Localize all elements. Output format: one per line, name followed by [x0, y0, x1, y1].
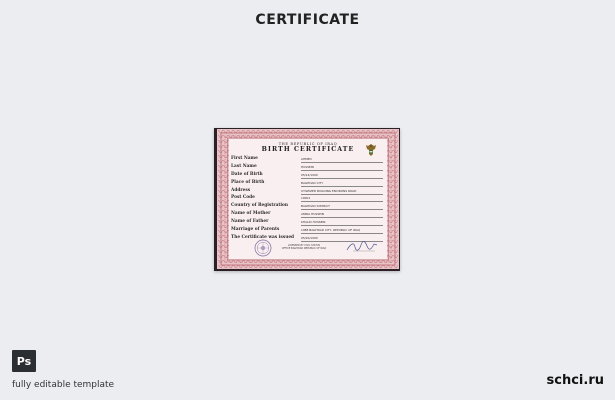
field-label: Name of Mother [231, 211, 271, 217]
certificate-heading: BIRTH CERTIFICATE [261, 146, 355, 153]
field-label: Country of Registration [231, 203, 288, 209]
issuing-authority-note: LICENSED BY CIVIL STATUS OFFICE BAGHDAD REPUBLIC OF IRAQ [281, 244, 327, 251]
field-value: 05/14/1990 [301, 172, 318, 177]
field-value: KHALID HUSSEIN [301, 220, 326, 225]
certificate-preview[interactable] [214, 128, 400, 271]
certificate-paper [217, 129, 399, 269]
field-value: 05/20/1990 [301, 235, 318, 240]
certificate-content [229, 139, 387, 259]
official-stamp-icon [254, 239, 272, 257]
field-name-of-father [231, 219, 385, 227]
field-date-of-birth [231, 172, 385, 180]
field-label: Name of Father [231, 219, 269, 225]
coat-of-arms-icon [365, 143, 377, 157]
field-label: First Name [231, 156, 258, 161]
field-post-code [231, 195, 385, 203]
field-place-of-birth [231, 180, 385, 188]
template-caption: fully editable template [12, 380, 115, 390]
field-label: Date of Birth [231, 171, 263, 177]
field-underline [301, 186, 383, 187]
field-value: 10001 [301, 196, 311, 201]
field-value: AHMED [301, 157, 312, 161]
brand-watermark[interactable]: schci.ru [546, 373, 604, 388]
field-last-name [231, 164, 385, 172]
field-marriage-of-parents [231, 227, 385, 235]
field-label: Address [231, 187, 251, 193]
field-label: Marriage of Parents [231, 227, 280, 233]
field-first-name [231, 156, 385, 164]
field-value: BAGHDAD DISTRICT [301, 204, 330, 209]
field-underline [301, 233, 383, 234]
field-label: Place of Birth [231, 179, 265, 185]
field-value: BAGHDAD CITY [301, 180, 324, 185]
field-underline [301, 194, 383, 195]
signature-icon [345, 239, 379, 253]
field-underline [301, 209, 383, 210]
field-label: Post Code [231, 195, 255, 201]
field-country-of-registration [231, 203, 385, 211]
certificate-issuer: THE REPUBLIC OF IRAQ [278, 142, 338, 146]
field-label: Last Name [231, 163, 257, 169]
field-address [231, 188, 385, 196]
field-label: The Certificate was issued [231, 234, 295, 240]
field-underline [301, 178, 383, 179]
photoshop-icon: Ps [12, 350, 36, 372]
field-value: HUSSEIN [301, 164, 314, 169]
field-value: AMIRA HUSSEIN [301, 212, 324, 217]
field-underline [301, 170, 383, 171]
field-underline [301, 162, 383, 163]
field-name-of-mother [231, 211, 385, 219]
field-value: UTILEIZED BUILDING ENVIRONS ROAD [301, 188, 357, 193]
field-underline [301, 201, 383, 202]
field-value: 1988 BAGHDAD CITY, REPUBLIC OF IRAQ [301, 228, 361, 233]
page-title: CERTIFICATE [255, 12, 360, 28]
certificate-fields [231, 156, 385, 243]
field-underline [301, 217, 383, 218]
field-underline [301, 225, 383, 226]
